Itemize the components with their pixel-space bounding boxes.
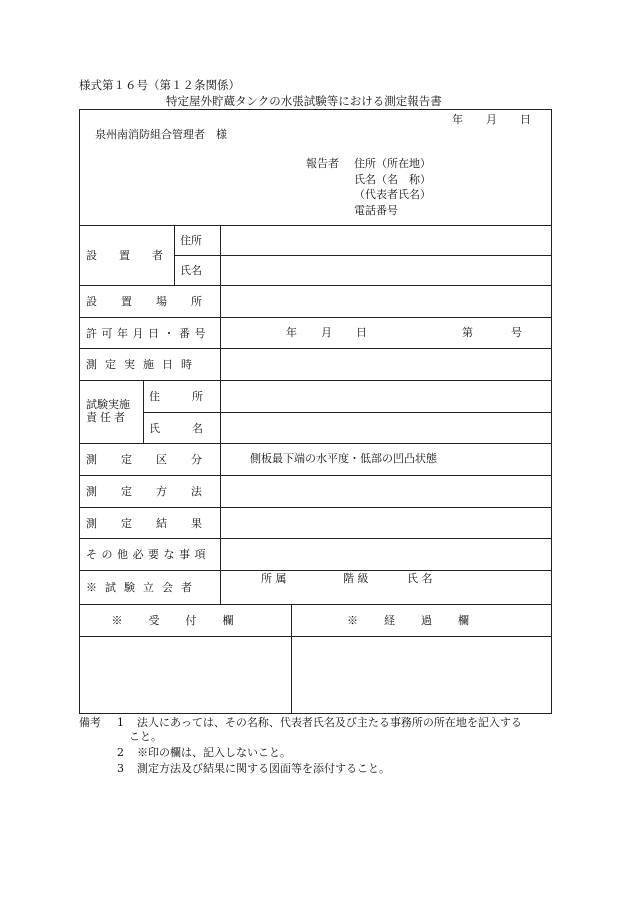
notes-prefix: 備考 (79, 716, 101, 729)
representative-label: （代表者氏名） (354, 188, 431, 201)
responsible-name-label (149, 412, 235, 443)
permit-number-suffix: 号 (511, 326, 522, 339)
rule (80, 636, 551, 637)
result-label-text: 測定結果 (86, 516, 226, 530)
progress-header-text: ※経過欄 (347, 614, 495, 627)
division-label-text: 測定区分 (86, 453, 226, 466)
witness-affiliation-label: 所 属 (261, 572, 287, 585)
permit-number-prefix: 第 (462, 326, 473, 339)
reception-column-header (80, 604, 291, 636)
measurement-datetime-label (86, 348, 220, 380)
rule (174, 255, 551, 256)
responsible-label-line1: 試験実施 (86, 398, 130, 411)
witness-name-label: 氏 名 (407, 572, 433, 585)
location-label (86, 285, 226, 317)
note-1-text: 法人にあっては、その名称、代表者氏名及び主たる事務所の所在地を記入する (137, 716, 522, 729)
reception-header-text: ※受付欄 (111, 614, 260, 627)
date-day: 日 (520, 113, 531, 126)
addressee: 泉州南消防組合管理者 様 (95, 128, 227, 141)
note-1-number: 1 (117, 716, 124, 729)
permit-label-text: 許可年月日・番号 (86, 326, 210, 340)
form-number: 様式第１６号（第１２条関係） (79, 78, 240, 92)
phone-label: 電話番号 (354, 204, 398, 217)
installer-address-label: 住所 (180, 234, 202, 247)
measurement-datetime-text: 測定実施日時 (86, 358, 200, 371)
responsible-address-text: 住所 (149, 390, 235, 403)
document-title: 特定屋外貯蔵タンクの水張試験等における測定報告書 (166, 94, 442, 108)
rule (220, 225, 221, 604)
division-label (86, 443, 226, 475)
date-month: 月 (486, 113, 497, 126)
permit-month: 月 (321, 326, 332, 339)
other-matters-text: その他必要な事項 (86, 548, 210, 561)
responsible-label-line2: 責任者 (86, 411, 128, 424)
method-label-text: 測定方法 (86, 485, 226, 498)
other-matters-label (86, 538, 220, 570)
result-label (86, 507, 226, 538)
witness-rank-label: 階 級 (343, 572, 369, 585)
permit-day: 日 (356, 326, 367, 339)
note-2-number: 2 (117, 746, 124, 759)
location-label-text: 設置場所 (86, 295, 226, 308)
note-3-number: 3 (117, 762, 124, 775)
note-3-text: 測定方法及び結果に関する図面等を添付すること。 (137, 762, 390, 775)
responsible-name-text: 氏名 (149, 421, 235, 435)
permit-year: 年 (286, 326, 297, 339)
note-2-text: ※印の欄は、記入しないこと。 (137, 746, 291, 759)
reporter-label: 報告者 (306, 157, 339, 170)
progress-column-header (291, 604, 551, 636)
method-label (86, 475, 226, 507)
installer-label (86, 225, 185, 285)
note-1-continuation: こと。 (129, 730, 162, 743)
rule (143, 380, 144, 443)
responsible-person-label (86, 398, 130, 424)
report-form (79, 109, 552, 714)
division-value: 側板最下端の水平度・低部の凹凸状態 (250, 452, 437, 465)
witness-label (86, 570, 220, 604)
responsible-address-label (149, 380, 235, 412)
witness-label-text: ※試験立会者 (86, 581, 200, 594)
name-label: 氏名（名 称） (354, 173, 431, 186)
installer-label-text: 設置者 (86, 249, 185, 262)
address-label: 住所（所在地） (354, 157, 431, 170)
installer-name-label: 氏名 (180, 264, 202, 277)
date-year: 年 (452, 113, 463, 126)
permit-label (86, 317, 220, 348)
